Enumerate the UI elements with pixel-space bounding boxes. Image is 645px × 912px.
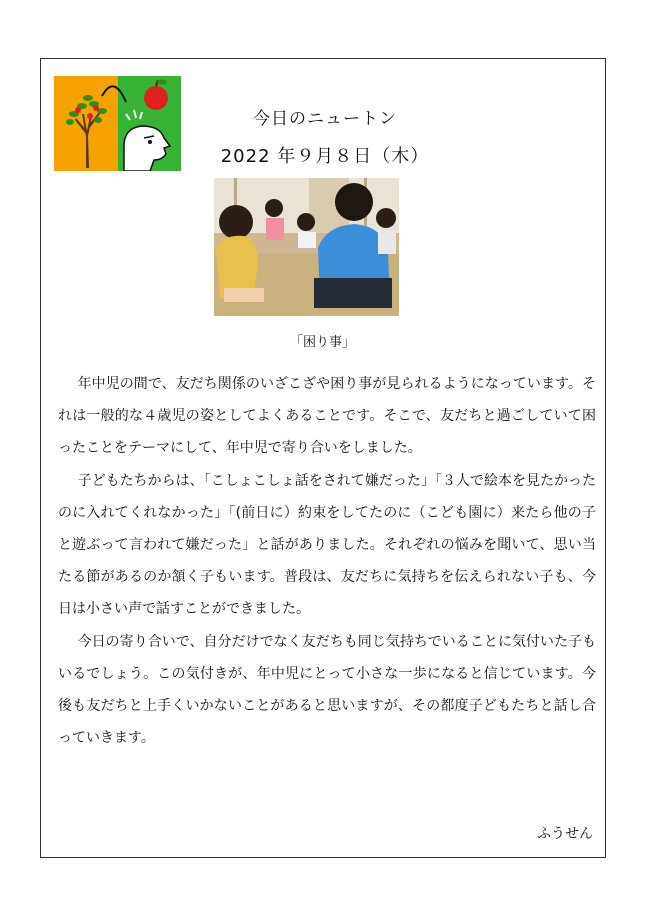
newton-logo-icon — [54, 76, 181, 171]
article-subtitle: 「困り事」 — [289, 335, 355, 350]
page-title: 今日のニュートン — [253, 109, 397, 129]
children-photo — [214, 178, 399, 316]
paragraph-3: 今日の寄り合いで、自分だけでなく友だちも同じ気持ちでいることに気付いた子もいるでしょう。この気付きが、年中児にとって小さな一歩になると信じています。今後も友だちと上手くいかないことがあると思いますが、その都度子どもたちと話し合っていきます。 — [58, 633, 596, 747]
article-body — [58, 368, 596, 754]
paragraph-1: 年中児の間で、友だち関係のいざこざや困り事が見られるようになっています。それは一般的な４歳児の姿としてよくあることです。そこで、友だちと過ごしていて困ったことをテーマにして、年中児で寄り合いをしました。 — [58, 376, 596, 457]
signature: ふうせん — [537, 826, 593, 842]
page-date: 2022 年９月８日（木） — [220, 146, 430, 167]
paragraph-2: 子どもたちからは、「こしょこしょ話をされて嫌だった」「３人で絵本を見たかったのに入れてくれなかった」「(前日に）約束をしてたのに（こども園に）来たら他の子と遊ぶって言われて嫌だった」と話がありました。それぞれの悩みを聞いて、思い当たる節があるのか頷く子もいます。普段は、友だちに気持ちを伝えられない子も、今日は小さい声で話すことができました。 — [58, 472, 596, 618]
